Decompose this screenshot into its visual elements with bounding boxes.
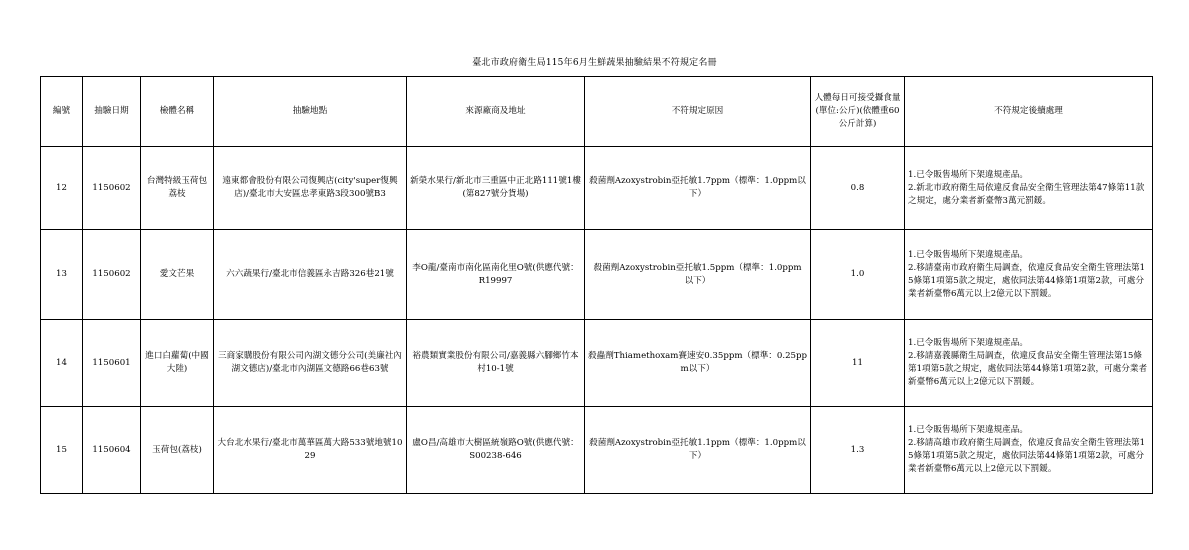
cell-no: 15: [41, 407, 83, 494]
table-row: [41, 230, 1153, 320]
header-no: 編號: [41, 77, 83, 147]
table-header-row: [41, 77, 1153, 147]
cell-location: 遠東都會股份有限公司復興店(city'super復興店)/臺北市大安區忠孝東路3段300號B3: [214, 147, 407, 230]
cell-intake: 1.3: [811, 407, 905, 494]
cell-location: 大台北水果行/臺北市萬華區萬大路533號地號1029: [214, 407, 407, 494]
cell-actions: [905, 147, 1153, 230]
cell-date: 1150602: [83, 147, 141, 230]
header-sample: 檢體名稱: [141, 77, 214, 147]
cell-reason: 殺菌劑Azoxystrobin亞托敏1.7ppm（標準：1.0ppm以下）: [585, 147, 811, 230]
action-line: 1.已令販售場所下架違規產品。: [908, 169, 1028, 180]
cell-no: 13: [41, 230, 83, 320]
cell-reason: 殺蟲劑Thiamethoxam賽速安0.35ppm（標準：0.25ppm以下）: [585, 320, 811, 407]
header-reason: 不符規定原因: [585, 77, 811, 147]
table-row: [41, 407, 1153, 494]
action-line: 1.已令販售場所下架違規產品。: [908, 338, 1028, 348]
table-row: [41, 147, 1153, 230]
cell-intake: 0.8: [811, 147, 905, 230]
header-source: 來源廠商及地址: [407, 77, 585, 147]
noncompliance-table: [40, 76, 1153, 494]
action-line: 2.移請臺南市政府衛生局調查，依違反食品安全衛生管理法第15條第1項第5款之規定，處依同法第44條第1項第2款，可處分業者新臺幣6萬元以上2億元以下罰鍰。: [908, 262, 1146, 299]
cell-location: 六六蔬果行/臺北市信義區永吉路326巷21號: [214, 230, 407, 320]
cell-date: 1150604: [83, 407, 141, 494]
action-line: 2.移請嘉義縣衛生局調查，依違反食品安全衛生管理法第15條第1項第5款之規定，處依同法第44條第1項第2款，可處分業者新臺幣6萬元以上2億元以下罰鍰。: [908, 351, 1148, 387]
cell-source: 盧O昌/高雄市大樹區統嶺路O號(供應代號：S00238-646: [407, 407, 585, 494]
action-line: 2.移請高雄市政府衛生局調查，依違反食品安全衛生管理法第15條第1項第5款之規定，處依同法第44條第1項第2款，可處分業者新臺幣6萬元以上2億元以下罰鍰。: [908, 438, 1146, 474]
cell-intake: 11: [811, 320, 905, 407]
header-actions: 不符規定後續處理: [905, 77, 1153, 147]
cell-no: 14: [41, 320, 83, 407]
action-line: 2.新北市政府衛生局依違反食品安全衛生管理法第47條第11款之規定，處分業者新臺幣3萬元罰鍰。: [908, 182, 1145, 206]
cell-sample: 玉荷包(荔枝): [141, 407, 214, 494]
header-intake: 人體每日可接受攝食量(單位:公斤)(依體重60公斤計算): [811, 77, 905, 147]
cell-source: 李O龍/臺南市南化區南化里O號(供應代號：R19997: [407, 230, 585, 320]
cell-date: 1150602: [83, 230, 141, 320]
cell-actions: [905, 407, 1153, 494]
table-row: [41, 320, 1153, 407]
cell-reason: 殺菌劑Azoxystrobin亞托敏1.1ppm（標準：1.0ppm以下）: [585, 407, 811, 494]
action-line: 1.已令販售場所下架違規產品。: [908, 425, 1028, 435]
cell-date: 1150601: [83, 320, 141, 407]
cell-source: 裕農類實業股份有限公司/嘉義縣六腳鄉竹本村10-1號: [407, 320, 585, 407]
cell-sample: 愛文芒果: [141, 230, 214, 320]
header-date: 抽驗日期: [83, 77, 141, 147]
cell-sample: 進口白蘿蔔(中國大陸): [141, 320, 214, 407]
action-line: 1.已令販售場所下架違規產品。: [908, 249, 1028, 260]
header-location: 抽驗地點: [214, 77, 407, 147]
cell-location: 三商家購股份有限公司內湖文德分公司(美廉社內湖文德店)/臺北市內湖區文德路66巷63號: [214, 320, 407, 407]
cell-source: 新榮水果行/新北市三重區中正北路111號1樓(第827號分貨場): [407, 147, 585, 230]
cell-actions: [905, 320, 1153, 407]
cell-sample: 台灣特級玉荷包荔枝: [141, 147, 214, 230]
cell-actions: [905, 230, 1153, 320]
cell-reason: 殺菌劑Azoxystrobin亞托敏1.5ppm（標準：1.0ppm 以下）: [585, 230, 811, 320]
cell-intake: 1.0: [811, 230, 905, 320]
cell-no: 12: [41, 147, 83, 230]
document-title: 臺北市政府衛生局115年6月生鮮蔬果抽驗結果不符規定名冊: [472, 58, 717, 68]
